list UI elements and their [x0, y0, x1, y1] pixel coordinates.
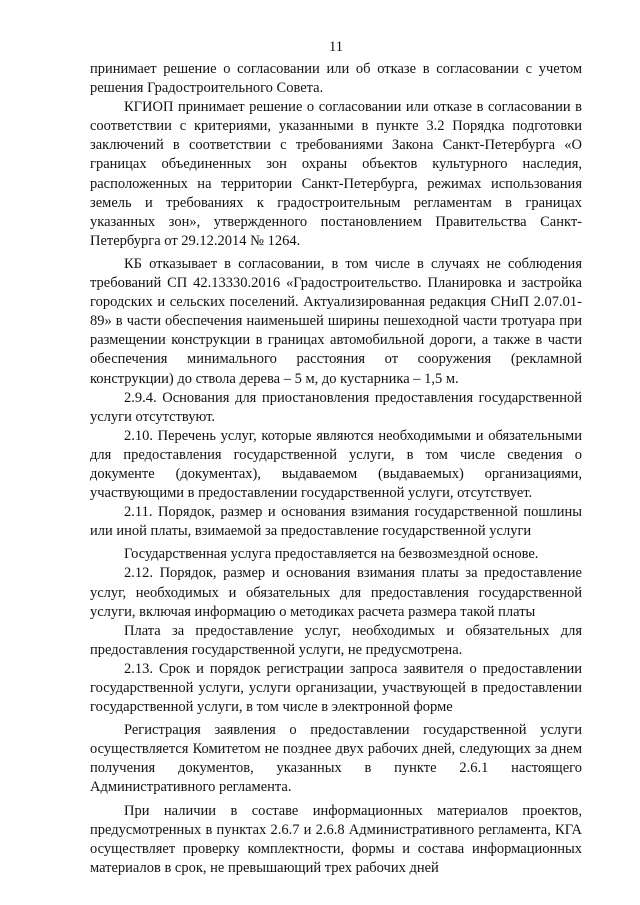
paragraph: принимает решение о согласовании или об отказе в согласовании с учетом решения Градостроительного Совета.: [90, 61, 582, 97]
paragraph: 2.10. Перечень услуг, которые являются необходимыми и обязательными для предоставления государственной услуги, в том числе сведения о документе (документах), выдаваемом (выдаваемых) организациями, участвующими в предоставлении государственной услуги, отсутствует.: [90, 427, 582, 502]
paragraph: КГИОП принимает решение о согласовании или отказе в согласовании в соответствии с критериями, указанными в пункте 3.2 Порядка подготовки заключений в соответствии с требованиями Закона Санкт-Петербурга «О границах объединенных зон охраны объектов культурного наследия, расположенных на территории Санкт-Петербурга, режимах использования земель и требованиях к градостроительным регламентам в границах указанных зон», утвержденного постановлением Правительства Санкт-Петербурга от 29.12.2014 № 1264.: [90, 99, 582, 249]
paragraph: Плата за предоставление услуг, необходимых и обязательных для предоставления государственной услуги, не предусмотрена.: [90, 622, 582, 658]
paragraph: 2.13. Срок и порядок регистрации запроса заявителя о предоставлении государственной услуги, услуги организации, участвующей в предоставлении государственной услуги, в том числе в электронной форме: [90, 660, 582, 716]
paragraph: При наличии в составе информационных материалов проектов, предусмотренных в пунктах 2.6.7 и 2.6.8 Административного регламента, КГА осуществляет проверку комплектности, формы и состава информационных материалов в срок, не превышающий трех рабочих дней: [90, 802, 582, 876]
paragraph: КБ отказывает в согласовании, в том числе в случаях не соблюдения требований СП 42.13330.2016 «Градостроительство. Планировка и застройка городских и сельских поселений. Актуализированная редакция СНиП 2.07.01-89» в части обеспечения наименьшей ширины пешеходной части тротуара при размещении конструкции в границах автомобильной дороги, а также в части обеспечения минимального расстояния от сооружения (рекламной конструкции) до ствола дерева – 5 м, до кустарника – 1,5 м.: [90, 255, 582, 387]
paragraph: Регистрация заявления о предоставлении государственной услуги осуществляется Комитетом не позднее двух рабочих дней, следующих за днем получения документов, указанных в пункте 2.6.1 настоящего Административного регламента.: [90, 722, 582, 796]
document-body: [90, 60, 582, 878]
paragraph: 2.9.4. Основания для приостановления предоставления государственной услуги отсутствуют.: [90, 389, 582, 425]
paragraph: Государственная услуга предоставляется на безвозмездной основе.: [124, 546, 539, 563]
paragraph: 2.11. Порядок, размер и основания взимания государственной пошлины или иной платы, взимаемой за предоставление государственной услуги: [90, 504, 582, 540]
page-number: 11: [329, 39, 343, 55]
paragraph: 2.12. Порядок, размер и основания взимания платы за предоставление услуг, необходимых и обязательных для предоставления государственной услуги, включая информацию о методиках расчета размера такой платы: [90, 565, 582, 620]
